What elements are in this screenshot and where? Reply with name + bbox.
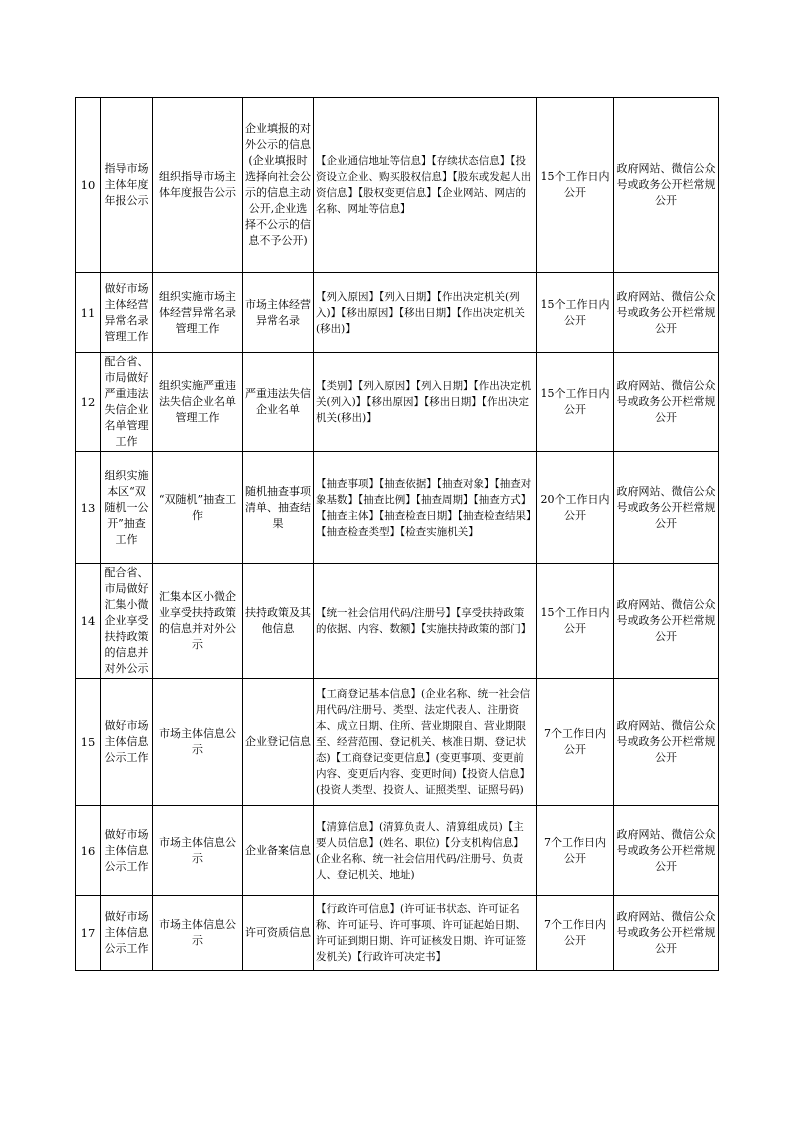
disclosure-requirement: 【抽查事项】【抽查依据】【抽查对象】【抽查对象基数】【抽查比例】【抽查周期】【抽查方式】【抽查主体】【抽查检查日期】【抽查检查结果】【抽查检查类型】【检查实施机关】 <box>314 452 537 564</box>
task-item: 汇集本区小微企业享受扶持政策的信息并对外公示 <box>153 564 243 679</box>
table-row <box>76 98 719 273</box>
disclosure-channel: 政府网站、微信公众号或政务公开栏常规公开 <box>614 273 719 353</box>
disclosure-requirement: 【统一社会信用代码/注册号】【享受扶持政策的依据、内容、数额】【实施扶持政策的部门】 <box>314 564 537 679</box>
disclosure-time: 7个工作日内公开 <box>537 896 614 971</box>
disclosure-time: 7个工作日内公开 <box>537 806 614 896</box>
row-number: 12 <box>76 353 101 452</box>
task-item: 市场主体信息公示 <box>153 896 243 971</box>
table-row <box>76 273 719 353</box>
disclosure-requirement: 【行政许可信息】(许可证书状态、许可证名称、许可证号、许可事项、许可证起始日期、许可证到期日期、许可证核发日期、许可证签发机关)【行政许可决定书】 <box>314 896 537 971</box>
public-content: 市场主体经营异常名录 <box>243 273 314 353</box>
disclosure-channel: 政府网站、微信公众号或政务公开栏常规公开 <box>614 896 719 971</box>
disclosure-time: 15个工作日内公开 <box>537 564 614 679</box>
task-category: 配合省、市局做好汇集小微企业享受扶持政策的信息并对外公示 <box>101 564 153 679</box>
table-row <box>76 564 719 679</box>
disclosure-channel: 政府网站、微信公众号或政务公开栏常规公开 <box>614 679 719 806</box>
disclosure-channel: 政府网站、微信公众号或政务公开栏常规公开 <box>614 353 719 452</box>
task-category: 做好市场主体经营异常名录管理工作 <box>101 273 153 353</box>
public-content: 扶持政策及其他信息 <box>243 564 314 679</box>
task-category: 做好市场主体信息公示工作 <box>101 896 153 971</box>
disclosure-time: 15个工作日内公开 <box>537 353 614 452</box>
table-row <box>76 806 719 896</box>
table-body <box>76 98 719 971</box>
public-content: 企业填报的对外公示的信息(企业填报时选择向社会公示的信息主动公开,企业选择不公示的信息不予公开) <box>243 98 314 273</box>
public-content: 许可资质信息 <box>243 896 314 971</box>
disclosure-requirement: 【列入原因】【列入日期】【作出决定机关(列入)】【移出原因】【移出日期】【作出决定机关(移出)】 <box>314 273 537 353</box>
task-item: 组织实施严重违法失信企业名单管理工作 <box>153 353 243 452</box>
disclosure-time: 15个工作日内公开 <box>537 273 614 353</box>
row-number: 15 <box>76 679 101 806</box>
table-row <box>76 353 719 452</box>
task-item: 组织指导市场主体年度报告公示 <box>153 98 243 273</box>
disclosure-channel: 政府网站、微信公众号或政务公开栏常规公开 <box>614 806 719 896</box>
disclosure-channel: 政府网站、微信公众号或政务公开栏常规公开 <box>614 564 719 679</box>
row-number: 11 <box>76 273 101 353</box>
public-content: 企业登记信息 <box>243 679 314 806</box>
public-content: 企业备案信息 <box>243 806 314 896</box>
disclosure-requirement: 【工商登记基本信息】(企业名称、统一社会信用代码/注册号、类型、法定代表人、注册资本、成立日期、住所、营业期限自、营业期限至、经营范围、登记机关、核准日期、登记状态)【工商登记变更信息】(变更事项、变更前内容、变更后内容、变更时间)【投资人信息】(投资人类型、投资人、证照类型、证照号码) <box>314 679 537 806</box>
task-item: 组织实施市场主体经营异常名录管理工作 <box>153 273 243 353</box>
task-item: “双随机”抽查工作 <box>153 452 243 564</box>
disclosure-channel: 政府网站、微信公众号或政务公开栏常规公开 <box>614 98 719 273</box>
task-category: 配合省、市局做好严重违法失信企业名单管理工作 <box>101 353 153 452</box>
disclosure-requirement: 【企业通信地址等信息】【存续状态信息】【投资设立企业、购买股权信息】【股东或发起人出资信息】【股权变更信息】【企业网站、网店的名称、网址等信息】 <box>314 98 537 273</box>
row-number: 13 <box>76 452 101 564</box>
disclosure-table <box>75 97 719 971</box>
disclosure-time: 7个工作日内公开 <box>537 679 614 806</box>
row-number: 16 <box>76 806 101 896</box>
disclosure-requirement: 【类别】【列入原因】【列入日期】【作出决定机关(列入)】【移出原因】【移出日期】【作出决定机关(移出)】 <box>314 353 537 452</box>
table-row <box>76 679 719 806</box>
task-category: 指导市场主体年度年报公示 <box>101 98 153 273</box>
task-category: 做好市场主体信息公示工作 <box>101 806 153 896</box>
disclosure-requirement: 【清算信息】(清算负责人、清算组成员)【主要人员信息】(姓名、职位)【分支机构信息】(企业名称、统一社会信用代码/注册号、负责人、登记机关、地址) <box>314 806 537 896</box>
task-item: 市场主体信息公示 <box>153 679 243 806</box>
public-content: 严重违法失信企业名单 <box>243 353 314 452</box>
task-item: 市场主体信息公示 <box>153 806 243 896</box>
disclosure-channel: 政府网站、微信公众号或政务公开栏常规公开 <box>614 452 719 564</box>
task-category: 做好市场主体信息公示工作 <box>101 679 153 806</box>
public-content: 随机抽查事项清单、抽查结果 <box>243 452 314 564</box>
row-number: 14 <box>76 564 101 679</box>
table-row <box>76 896 719 971</box>
table-row <box>76 452 719 564</box>
disclosure-time: 15个工作日内公开 <box>537 98 614 273</box>
disclosure-time: 20个工作日内公开 <box>537 452 614 564</box>
task-category: 组织实施本区“双随机一公开”抽查工作 <box>101 452 153 564</box>
row-number: 10 <box>76 98 101 273</box>
row-number: 17 <box>76 896 101 971</box>
